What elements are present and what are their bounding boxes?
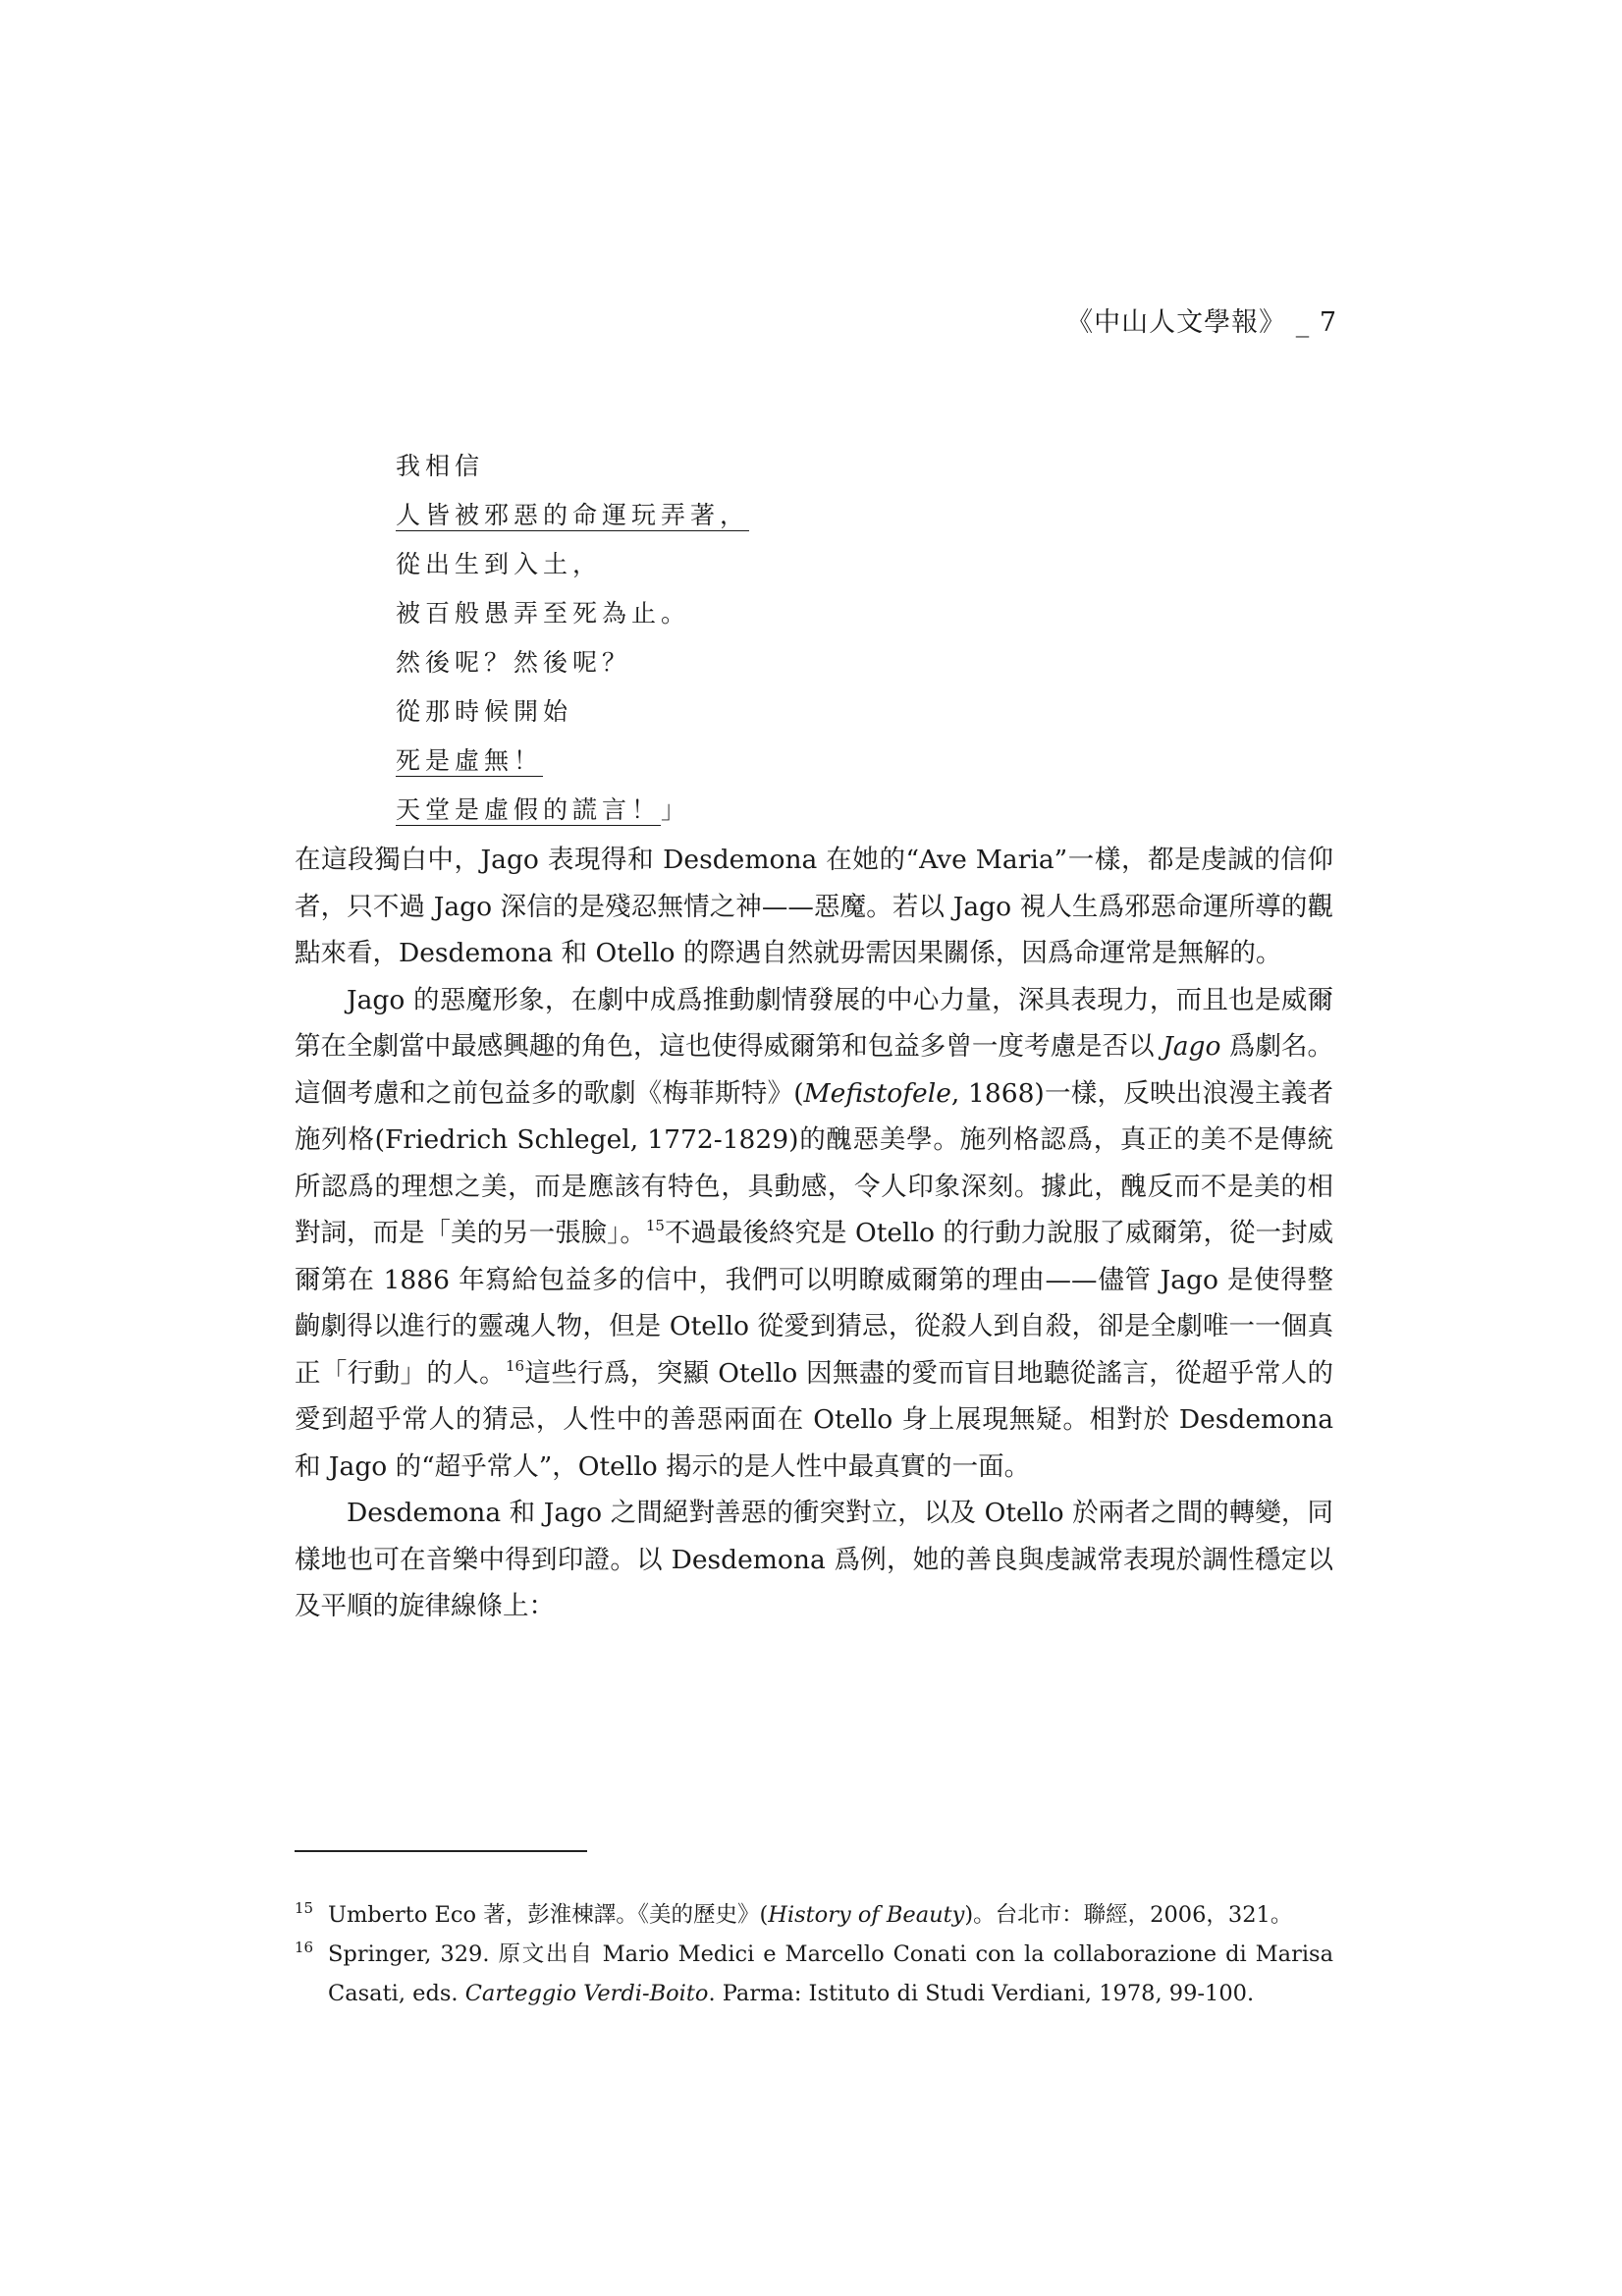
footnote-number: 16: [295, 1939, 314, 1956]
page-number: 7: [1319, 307, 1337, 338]
poem-line: 我相信: [396, 452, 485, 480]
poem-line: 人皆被邪惡的命運玩弄著，: [396, 501, 750, 529]
poem-line: 然後呢？然後呢？: [396, 648, 632, 677]
closing-quote-mark: 」: [661, 795, 691, 824]
footnote-number: 15: [295, 1899, 314, 1917]
paragraph-1: 在這段獨白中，Jago 表現得和 Desdemona 在她的“Ave Maria”一樣，都是虔誠的信仰者，只不過 Jago 深信的是殘忍無情之神——惡魔。若以 Jago 視人生爲邪惡命運所導的觀點來看，Desdemona 和 Otello 的際遇自然就毋需因果關係，因爲命運常是無解的。: [295, 845, 1333, 968]
footnotes: [295, 1895, 1333, 2013]
body-text: [295, 837, 1333, 1630]
footnote-divider: [295, 1850, 587, 1852]
footnote-15: [295, 1895, 1333, 1935]
footnote-ref-16[interactable]: 16: [505, 1356, 525, 1375]
paragraph-2: Jago 的惡魔形象，在劇中成爲推動劇情發展的中心力量，深具表現力，而且也是威爾第在全劇當中最感興趣的角色，這也使得威爾第和包益多曾一度考慮是否以 Jago 爲劇名。這個考慮和之前包益多的歌劇《梅菲斯特》(Mefistofele, 1868)一樣，反映出浪漫主義者施列格(Friedrich Schlegel, 1772-1829)的醜惡美學。施列格認爲，真正的美不是傳統所認爲的理想之美，而是應該有特色，具動感，令人印象深刻。據此，醜反而不是美的相對詞，而是「美的另一張臉」。$^{15}$不過最後終究是 Otello 的行動力說服了威爾第，從一封威爾第在 1886 年寫給包益多的信中，我們可以明瞭威爾第的理由——儘管 Jago 是使得整齣劇得以進行的靈魂人物，但是 Otello 從愛到猜忌，從殺人到自殺，卻是全劇唯一一個真正「行動」的人。$^{16}$這些行爲，突顯 Otello 因無盡的愛而盲目地聽從謠言，從超乎常人的愛到超乎常人的猜忌，人性中的善惡兩面在 Otello 身上展現無疑。相對於 Desdemona 和 Jago 的“超乎常人”，Otello 揭示的是人性中最真實的一面。: [295, 984, 1334, 1482]
poem-line: 被百般愚弄至死為止。: [396, 599, 691, 628]
italic-jago: Jago: [1162, 1031, 1221, 1062]
journal-title: 《中山人文學報》: [1066, 307, 1287, 338]
poem-line: 天堂是虛假的謊言！」: [396, 795, 691, 824]
footnote-ref-15[interactable]: 15: [645, 1217, 665, 1234]
footnote-text: Umberto Eco 著，彭淮棟譯。《美的歷史》(History of Beauty)。台北市：聯經，2006，321。: [328, 1902, 1293, 1928]
footnote-16: [295, 1935, 1333, 2013]
poem-line: 從出生到入土，: [396, 550, 603, 578]
header-separator: _: [1295, 307, 1311, 338]
poem-line: 死是虛無！: [396, 746, 544, 775]
paragraph-3: Desdemona 和 Jago 之間絕對善惡的衝突對立，以及 Otello 於兩者之間的轉變，同樣地也可在音樂中得到印證。以 Desdemona 爲例，她的善良與虔誠常表現於調性穩定以及平順的旋律線條上：: [295, 1498, 1333, 1621]
running-header: [1066, 301, 1337, 339]
poem-quotation: [396, 442, 749, 835]
footnote-text: Springer, 329. 原文出自 Mario Medici e Marcello Conati con la collaborazione di Marisa Casati, eds. Carteggio Verdi-Boito. Parma: Istituto di Studi Verdiani, 1978, 99-100.: [328, 1941, 1333, 2006]
poem-line: 從那時候開始: [396, 697, 573, 726]
italic-mefistofele: Mefistofele: [803, 1077, 951, 1109]
